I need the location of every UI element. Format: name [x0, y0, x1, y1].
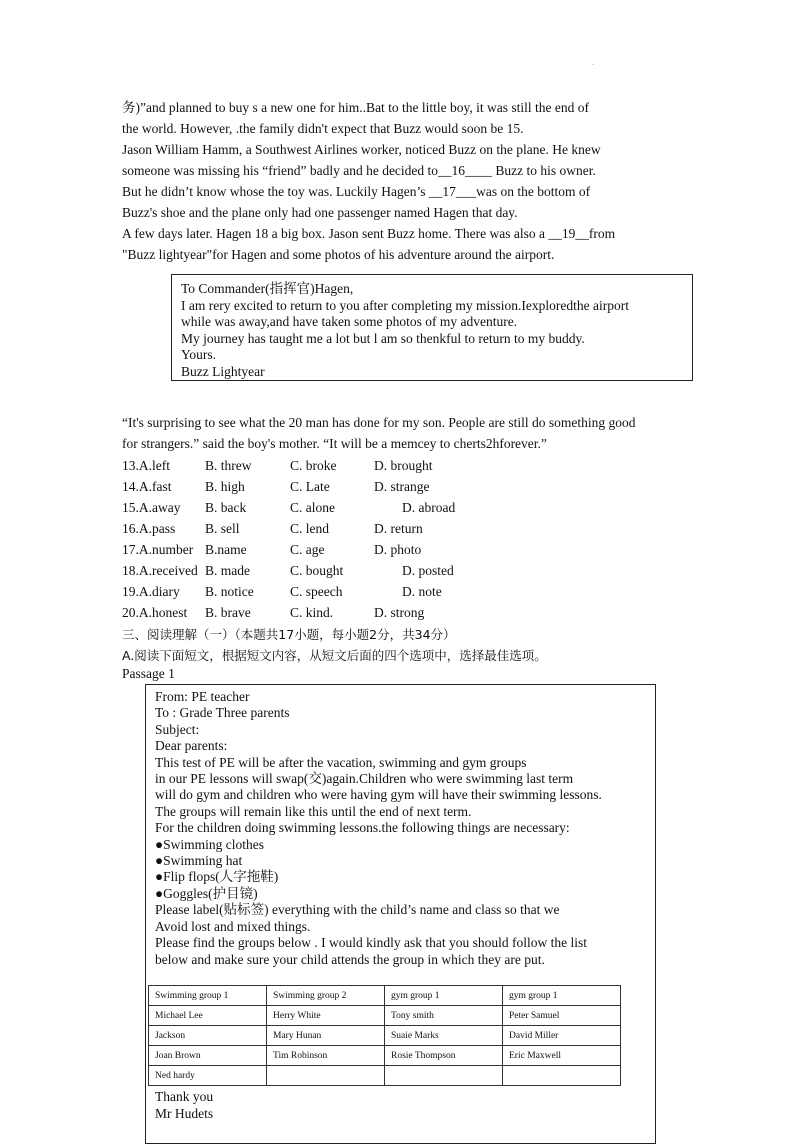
mother-quote	[122, 412, 680, 454]
option-c: C. speech	[290, 584, 343, 599]
option-a: 17.A.number	[122, 542, 194, 557]
table-cell: Mary Hunan	[267, 1026, 385, 1046]
letter-line: To Commander(指挥官)Hagen,	[181, 281, 354, 296]
story-paragraph	[122, 97, 680, 265]
signature-line: Mr Hudets	[155, 1105, 214, 1121]
story-line: A few days later. Hagen 18 a big box. Jason sent Buzz home. There was also a __19__from	[122, 226, 616, 241]
option-b: B. made	[205, 563, 250, 578]
table-cell: Tony smith	[385, 1006, 503, 1026]
option-a: 20.A.honest	[122, 605, 188, 620]
notice-line: ●Goggles(护目镜)	[155, 885, 258, 901]
table-cell: Tim Robinson	[267, 1046, 385, 1066]
option-d: D. brought	[374, 458, 433, 473]
letter-line: Buzz Lightyear	[181, 363, 265, 379]
notice-line: in our PE lessons will swap(交)again.Children who were swimming last term	[155, 771, 574, 787]
table-header-cell: Swimming group 1	[149, 986, 267, 1006]
option-b: B. threw	[205, 458, 252, 473]
table-row	[149, 1046, 621, 1066]
table-cell	[503, 1066, 621, 1086]
story-line: the world. However, .the family didn't expect that Buzz would soon be 15.	[122, 121, 524, 136]
letter-line: Yours.	[181, 347, 217, 362]
option-a: 15.A.away	[122, 500, 181, 515]
story-line: But he didn’t know whose the toy was. Luckily Hagen’s __17___was on the bottom of	[122, 184, 591, 199]
table-cell: David Miller	[503, 1026, 621, 1046]
notice-line: To : Grade Three parents	[155, 705, 290, 721]
notice-line: For the children doing swimming lessons.the following things are necessary:	[155, 820, 570, 836]
option-d: D. abroad	[402, 500, 456, 515]
table-header-cell: Swimming group 2	[267, 986, 385, 1006]
option-b: B. brave	[205, 605, 251, 620]
corner-mark: .	[592, 58, 594, 67]
section-instruction: A.阅读下面短文，根据短文内容，从短文后面的四个选项中，选择最佳选项。	[122, 648, 547, 663]
option-c: C. bought	[290, 563, 344, 578]
table-cell: Joan Brown	[149, 1046, 267, 1066]
table-cell: Eric Maxwell	[503, 1046, 621, 1066]
option-b: B. notice	[205, 584, 254, 599]
table-cell: Herry White	[267, 1006, 385, 1026]
option-d: D. strong	[374, 605, 425, 620]
option-c: C. age	[290, 542, 325, 557]
option-b: B. high	[205, 479, 245, 494]
notice-line: From: PE teacher	[155, 689, 250, 704]
option-a: 18.A.received	[122, 563, 198, 578]
option-b: B. back	[205, 500, 247, 515]
table-cell: Rosie Thompson	[385, 1046, 503, 1066]
notice-line: ●Flip flops(人字拖鞋)	[155, 869, 279, 885]
option-a: 19.A.diary	[122, 584, 180, 599]
option-a: 13.A.left	[122, 458, 170, 473]
option-c: C. alone	[290, 500, 335, 515]
option-b: B.name	[205, 542, 247, 557]
table-cell	[267, 1066, 385, 1086]
notice-line: Subject:	[155, 721, 200, 737]
letter-line: while was away,and have taken some photos of my adventure.	[181, 314, 518, 329]
option-d: D. strange	[374, 479, 430, 494]
table-header-cell: gym group 1	[385, 986, 503, 1006]
table-cell: Michael Lee	[149, 1006, 267, 1026]
section-title: 三、阅读理解（一）（本题共17小题，每小题2分，共34分）	[122, 627, 456, 642]
notice-line: Dear parents:	[155, 738, 228, 754]
notice-line: will do gym and children who were having gym will have their swimming lessons.	[155, 787, 602, 803]
notice-line: ●Swimming clothes	[155, 836, 265, 852]
option-a: 16.A.pass	[122, 521, 176, 536]
quote-line: “It's surprising to see what the 20 man has done for my son. People are still do something good	[122, 415, 636, 430]
option-d: D. posted	[402, 563, 454, 578]
option-c: C. kind.	[290, 605, 334, 620]
notice-line: ●Swimming hat	[155, 853, 243, 869]
story-line: Jason William Hamm, a Southwest Airlines worker, noticed Buzz on the plane. He knew	[122, 142, 601, 157]
notice-line: Please label(贴标签) everything with the child’s name and class so that we	[155, 902, 560, 918]
option-a: 14.A.fast	[122, 479, 172, 494]
table-header-row	[149, 986, 621, 1006]
passage-label: Passage 1	[122, 666, 175, 681]
option-b: B. sell	[205, 521, 240, 536]
notice-line: Avoid lost and mixed things.	[155, 918, 311, 934]
option-d: D. note	[402, 584, 442, 599]
table-cell: Jackson	[149, 1026, 267, 1046]
letter-line: My journey has taught me a lot but l am so thenkful to return to my buddy.	[181, 330, 585, 346]
notice-closing	[155, 1089, 213, 1122]
closing-line: Thank you	[155, 1089, 214, 1104]
option-c: C. broke	[290, 458, 337, 473]
table-cell: Peter Samuel	[503, 1006, 621, 1026]
story-line: someone was missing his “friend” badly and he decided to__16____ Buzz to his owner.	[122, 163, 596, 178]
table-row	[149, 1006, 621, 1026]
table-header-cell: gym group 1	[503, 986, 621, 1006]
notice-line: This test of PE will be after the vacation, swimming and gym groups	[155, 754, 527, 770]
group-table	[148, 985, 621, 1086]
quote-line: for strangers.” said the boy's mother. “It will be a memcey to cherts2hforever.”	[122, 436, 547, 451]
buzz-letter-box	[171, 274, 693, 381]
story-line: "Buzz lightyear"for Hagen and some photos of his adventure around the airport.	[122, 247, 555, 262]
option-d: D. photo	[374, 542, 422, 557]
notice-line: The groups will remain like this until the end of next term.	[155, 803, 472, 819]
table-row	[149, 1066, 621, 1086]
option-c: C. lend	[290, 521, 329, 536]
story-line: 务)”and planned to buy s a new one for him..Bat to the little boy, it was still the end of	[122, 100, 590, 115]
table-cell	[385, 1066, 503, 1086]
table-cell: Ned hardy	[149, 1066, 267, 1086]
story-line: Buzz's shoe and the plane only had one passenger named Hagen that day.	[122, 205, 518, 220]
letter-line: I am rery excited to return to you after completing my mission.Iexploredthe airport	[181, 297, 629, 313]
notice-line: below and make sure your child attends the group in which they are put.	[155, 951, 545, 967]
option-c: C. Late	[290, 479, 330, 494]
table-row	[149, 1026, 621, 1046]
table-cell: Suaie Marks	[385, 1026, 503, 1046]
notice-line: Please find the groups below . I would kindly ask that you should follow the list	[155, 935, 587, 951]
option-d: D. return	[374, 521, 423, 536]
